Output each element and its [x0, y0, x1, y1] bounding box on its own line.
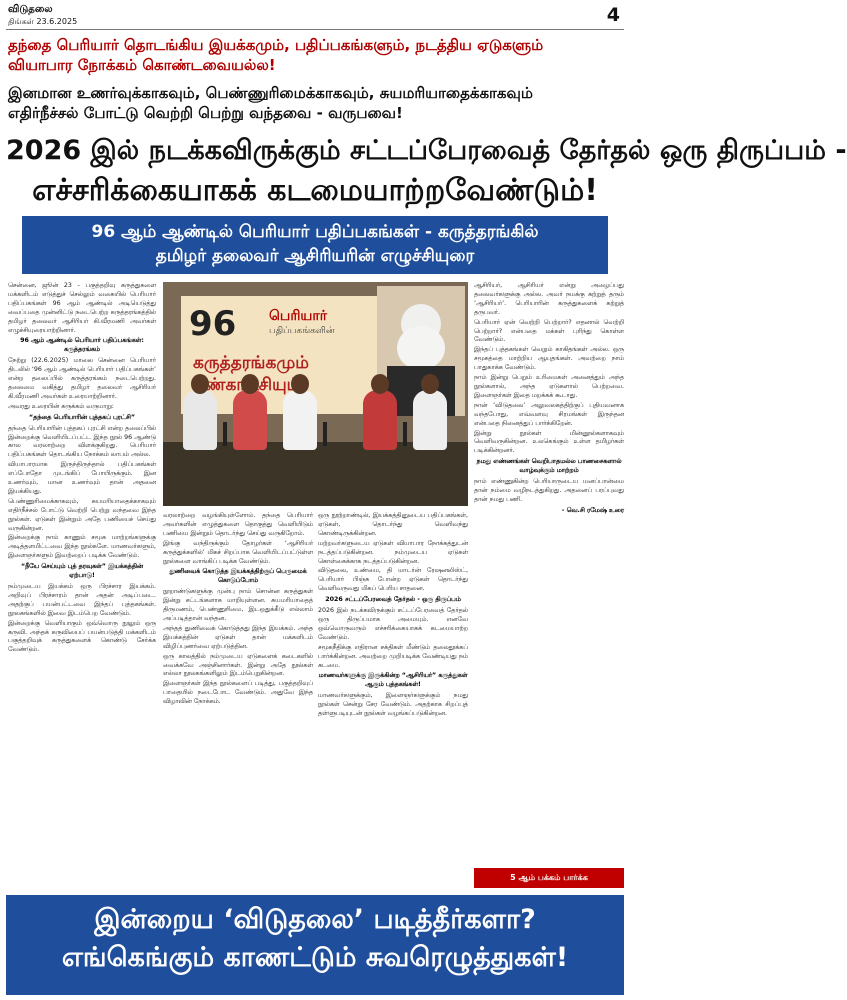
- paragraph: நம்முடைய இயக்கம் ஒரு பிரச்சார இயக்கம். அறிவுப் பிரச்சாரம் தான் அதன் அடிப்படை. அதற்குப் பயன்பட்டவை இந்தப் புத்தகங்கள். நூலகங்களில் இவை இடம்பெற வேண்டும்.: [8, 583, 156, 617]
- paragraph: இன்றைக்கு நாம் காணும் சமூக மாற்றங்களுக்கு அடித்தளமிட்டவை இந்த நூல்களே. மாணவர்களும், இளைஞர்களும் இவற்றைப் படிக்க வேண்டும்.: [8, 534, 156, 560]
- stage-table: [163, 442, 468, 506]
- main-headline-1: 2026 இல் நடக்கவிருக்கும் சட்டப்பேரவைத் தேர்தல் ஒரு திருப்பம் -: [6, 135, 847, 166]
- subtitle-box: [22, 216, 608, 274]
- footer-banner: [6, 895, 624, 995]
- article-column-1: [8, 282, 156, 890]
- paragraph: இன்று நூல்கள் மின்னூல்களாகவும் வெளிவருகின்றன. உலகெங்கும் உள்ள தமிழர்கள் படிக்கின்றனர்.: [474, 429, 624, 455]
- event-photo: [163, 282, 468, 506]
- speaker-figure: [413, 390, 447, 450]
- speaker-figure: [233, 390, 267, 450]
- paragraph: சமூகநீதிக்கு எதிரான சக்திகள் மீண்டும் தலைதூக்கப் பார்க்கின்றன. அவற்றை முறியடிக்க வேண்டியது நம் கடமை.: [318, 643, 468, 669]
- subtitle-line-1: 96 ஆம் ஆண்டில் பெரியார் பதிப்பகங்கள் - கருத்தரங்கில்: [91, 222, 539, 242]
- paragraph: வியாபாரமாக இருந்திருந்தால் பதிப்பகங்கள் எப்போதோ முடங்கிப் போயிருக்கும். இன உணர்வும், மான உணர்வும் தான் அதனை இயக்கியது.: [8, 461, 156, 495]
- subheading: “தந்தை பெரியாரின் புத்தகப் புரட்சி”: [29, 413, 135, 421]
- publication-date: திங்கள் 23.6.2025: [8, 17, 78, 26]
- speaker-figure: [363, 390, 397, 450]
- article-column-2: [163, 512, 313, 890]
- paragraph: நாம் இன்று பெறும் உரிமைகள் அனைத்தும் அந்த நூல்களால், அந்த ஏடுகளால் பெற்றவை. இளைஞர்கள் இதை மறக்கக் கூடாது.: [474, 374, 624, 399]
- paragraph: மற்றவர்களுடைய ஏடுகள் வியாபார நோக்கத்துடன் நடத்தப்படுகின்றன. நம்முடைய ஏடுகள் கொள்கைக்காக நடத்தப்படுகின்றன.: [318, 539, 468, 565]
- paragraph: நாம் எண்ணுகின்ற பெரியாருடைய மனப்பான்மை தான் நம்மை வழிநடத்துகிறது. அதனைப் பரப்புவது தான் நமது பணி.: [474, 478, 624, 503]
- subtitle-line-2: தமிழர் தலைவர் ஆசிரியரின் எழுச்சியுரை: [155, 246, 475, 266]
- banner-title: கருத்தரங்கமும்: [193, 353, 309, 373]
- headline-line-4: எதிர்நீச்சல் போட்டு வெற்றி பெற்று வந்தவை - வருபவை!: [8, 104, 403, 122]
- article-column-3: [318, 512, 468, 890]
- headline-line-3: இனமான உணர்வுக்காகவும், பெண்ணுரிமைக்காகவும், சுயமரியாதைக்காகவும்: [8, 84, 533, 102]
- page-number: 4: [606, 4, 620, 26]
- microphone: [403, 422, 407, 446]
- signature-line: - வெ.சி ரமேஷ் உரை: [561, 506, 624, 514]
- paragraph: நான் ‘விடுதலை’ அலுவலகத்திற்குப் புதியவனாக வந்தபோது, எவ்வளவு சிரமங்கள் இருந்தன என்பதை நினைத்துப் பார்க்கிறேன்.: [474, 401, 624, 427]
- banner-periyar: பெரியார்: [269, 308, 328, 324]
- paragraph: இந்தப் புத்தகங்கள் வெறும் காகிதங்கள் அல்ல. ஒரு சமூகத்தை மாற்றிய ஆயுதங்கள். அவற்றை நாம் பாதுகாக்க வேண்டும்.: [474, 346, 624, 372]
- headline-line-2: வியாபார நோக்கம் கொண்டவையல்ல!: [8, 56, 276, 74]
- paragraph: தந்தை பெரியாரின் புத்தகப் புரட்சி என்ற தலைப்பில் இன்றைக்கு வெளியிடப்பட்ட இந்த நூல் 96 ஆண்டு கால வரலாற்றை விளக்குகிறது. பெரியார் பதிப்பகங்கள் தொடங்கிய நோக்கம் லாபம் அல்ல.: [8, 424, 156, 459]
- subheading: “நீயே செய்யும் புத் தரவுகள்” இயக்கத்தின் ஏற்பாடு!: [20, 563, 144, 580]
- subheading: 2026 சட்டப்பேரவைத் தேர்தல் - ஒரு திருப்பம்: [325, 596, 461, 604]
- paragraph: விடுதலை, உண்மை, தி மாடர்ன் ரேஷனலிஸ்ட், பெரியார் பிஞ்சு போன்ற ஏடுகள் தொடர்ந்து வெளிவருவது மிகப் பெரிய சாதனை.: [318, 567, 468, 593]
- microphone: [223, 422, 227, 446]
- paragraph: 2026 இல் நடக்கவிருக்கும் சட்டப்பேரவைத் தேர்தல் ஒரு திருப்பமாக அமையும். எனவே ஒவ்வொருவரும் எச்சரிக்கையாகக் கடமையாற்ற வேண்டும்.: [318, 607, 468, 641]
- subheading: 96 ஆம் ஆண்டில் பெரியார் பதிப்பகங்கள்: கருத்தரங்கம்: [20, 337, 144, 354]
- banner-number: 96: [189, 304, 237, 344]
- paragraph: ஒரு நூற்றாண்டில், இயக்கத்தினுடைய பதிப்பகங்கள், ஏடுகள், தொடர்ந்து வெளிவந்து கொண்டிருக்கின்றன.: [318, 512, 468, 537]
- banner-publishers: பதிப்பகங்களின்: [269, 326, 335, 336]
- paragraph: பெண்ணுரிமைக்காகவும், சுயமரியாதைக்காகவும் எதிர்நீச்சல் போட்டு வெற்றி பெற்று வந்தவை இந்த நூல்கள். ஏடுகள் இன்றும் அதே பணியைச் செய்து வருகின்றன.: [8, 497, 156, 532]
- publication-name: விடுதலை: [8, 4, 53, 15]
- speaker-figure: [283, 390, 317, 450]
- paragraph: அந்தத் துணிவைக் கொடுத்தது இந்த இயக்கம். அந்த இயக்கத்தின் ஏடுகள் தான் மக்களிடம் விழிப்புணர்வை ஏற்படுத்தின.: [163, 624, 313, 650]
- subheading: மாணவர்களுக்கு இருக்கின்ற “ஆசிரியர்” கருத்துகள் ஆகும் புத்தகங்கள்!: [318, 672, 468, 689]
- paragraph: சென்னை, ஜூன் 23 - பகுத்தறிவு கருத்துகளை மக்களிடம் எடுத்துச் செல்லும் வகையில் பெரியார் பதிப்பகங்கள் 96 ஆம் ஆண்டில் அடியெடுத்து வைப்பதை முன்னிட்டு நடைபெற்ற கருத்தரங்கத்தில் தமிழர் தலைவர் ஆசிரியர் கி.வீரமணி அவர்கள் எழுச்சியுரையாற்றினார்.: [8, 282, 156, 334]
- paragraph: ஆசிரியர், ஆசிரியர் என்று அழைப்பது தலைவர்களுக்கு அல்ல. அவர் நமக்கு கற்றுத் தரும் ‘ஆசிரியர்’. பெரியாரின் கருத்துகளைக் கற்றுத் தருபவர்.: [474, 282, 624, 316]
- headline-line-1: தந்தை பெரியார் தொடங்கிய இயக்கமும், பதிப்பகங்களும், நடத்திய ஏடுகளும்: [8, 36, 544, 54]
- paragraph: நூறாண்டுகளுக்கு முன்பு நாம் சொன்ன கருத்துகள் இன்று சட்டங்களாக மாறியுள்ளன. சுயமரியாதைத் திருமணம், பெண்ணுரிமை, இடஒதுக்கீடு எல்லாம் அப்படித்தான் வந்தன.: [163, 588, 313, 622]
- article-column-4: [474, 282, 624, 862]
- paragraph: ஒரு காலத்தில் நம்முடைய ஏடுகளைக் கடைகளில் வைக்கவே அஞ்சினார்கள். இன்று அதே நூல்கள் எல்லா நூலகங்களிலும் இடம்பெறுகின்றன.: [163, 652, 313, 678]
- microphone: [323, 422, 327, 446]
- paragraph: அவரது உரையின் சுருக்கம் வருமாறு:: [8, 402, 114, 410]
- subheading: நமது எண்ணங்கள் வெறிபாதமல்ல பாணசைகளால் வாழ்வுக்கும் மாற்றம்: [476, 458, 622, 475]
- speaker-figure: [183, 390, 217, 450]
- continued-on-page-link[interactable]: 5 ஆம் பக்கம் பார்க்க: [474, 868, 624, 888]
- paragraph: இன்றைக்கு வெளியாகும் ஒவ்வொரு நூலும் ஒரு கருவி. அந்தக் கருவியைப் பயன்படுத்தி மக்களிடம் பகுத்தறிவுக் கருத்துகளைக் கொண்டு சேர்க்க வேண்டும்.: [8, 619, 156, 654]
- main-headline-2: எச்சரிக்கையாகக் கடமையாற்றவேண்டும்!: [32, 173, 598, 208]
- subheading: துணிவைக் கொடுத்த இயக்கத்திற்குப் பெருமைக் கொடுப்போம்: [169, 568, 307, 585]
- paragraph: நேற்று (22.6.2025) மாலை சென்னை பெரியார் திடலில் ‘96 ஆம் ஆண்டில் பெரியார் பதிப்பகங்கள்’ என்ற தலைப்பில் கருத்தரங்கம் நடைபெற்றது. தலைமை வகித்து தமிழர் தலைவர் ஆசிரியர் கி.வீரமணி அவர்கள் உரையாற்றினார்.: [8, 357, 156, 400]
- page-header: [6, 4, 624, 30]
- paragraph: பெரியார் ஏன் வெற்றி பெற்றார்? எதனால் வெற்றி பெற்றார்? என்பதை மக்கள் புரிந்து கொள்ள வேண்டும்.: [474, 318, 624, 344]
- footer-line-2: எங்கெங்கும் காணட்டும் சுவரெழுத்துகள்!: [61, 942, 569, 973]
- paragraph: மாணவர்களுக்கும், இளைஞர்களுக்கும் நமது நூல்கள் சென்று சேர வேண்டும். அதற்காக சிறப்புத் தள்ளுபடியுடன் நூல்கள் வழங்கப்படுகின்றன.: [318, 692, 468, 718]
- footer-line-1: இன்றைய ‘விடுதலை’ படித்தீர்களா?: [94, 904, 536, 935]
- paragraph: இளைஞர்கள் இந்த நூல்களைப் படித்து, பகுத்தறிவுப் பாதையில் நடைபோட வேண்டும். அதுவே இந்த விழாவின் நோக்கம்.: [163, 680, 313, 706]
- paragraph: இங்கு வந்திருக்கும் தோழர்கள் ‘ஆசிரியர் கருத்துக்களில்’ மிகச் சிறப்பாக வெளியிடப்பட்டுள்ள நூல்களை வாங்கிப் படிக்க வேண்டும்.: [163, 539, 313, 565]
- paragraph: வரலாற்றை வழங்கியுள்ளோம். தந்தை பெரியார் அவர்களின் எழுத்துகளை தொகுத்து வெளியிடும் பணியை இன்றும் தொடர்ந்து செய்து வருகிறோம்.: [163, 512, 313, 537]
